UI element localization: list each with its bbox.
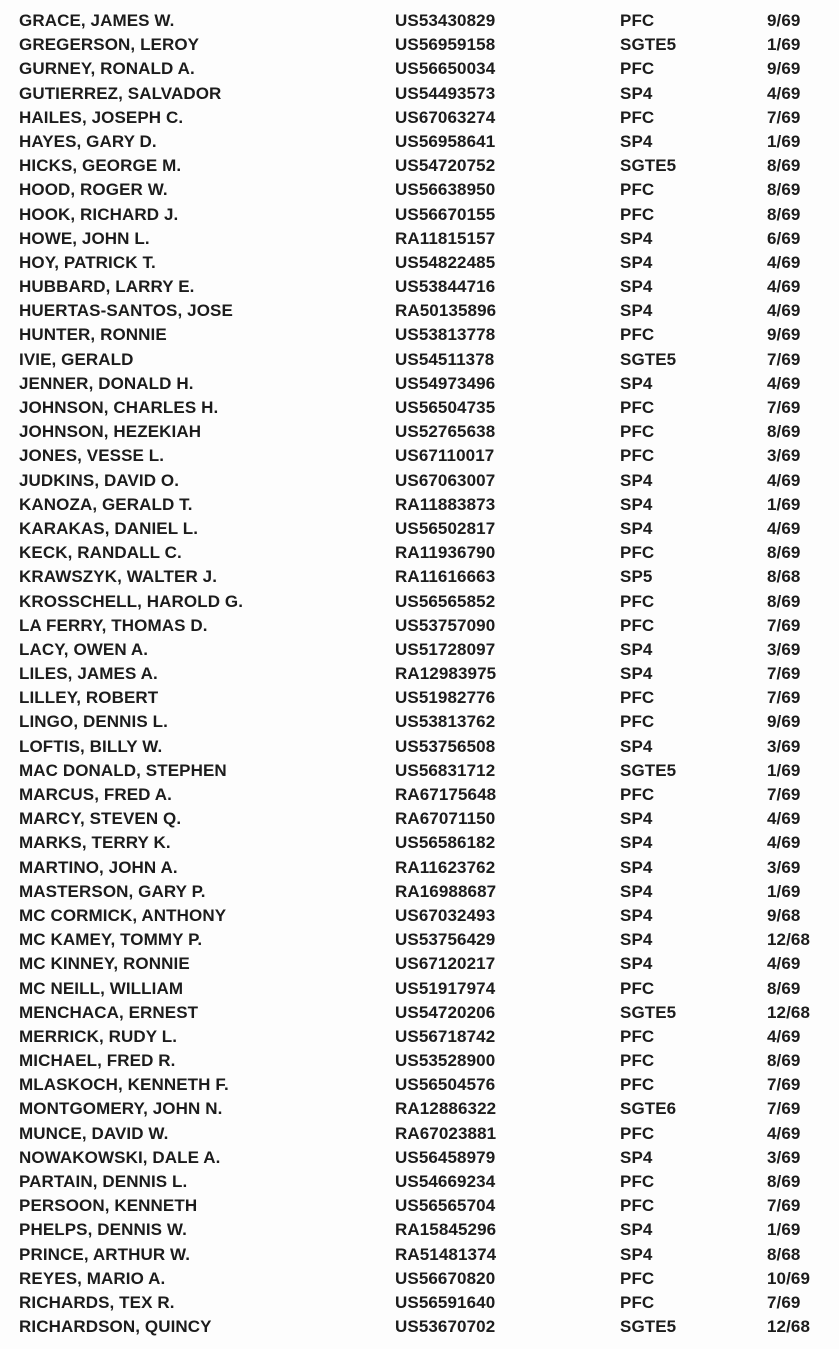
name-cell: MARTINO, JOHN A. [19, 857, 178, 877]
service-number-cell: US54822485 [395, 252, 496, 272]
roster-row [0, 420, 839, 444]
roster-row [0, 710, 839, 734]
roster-row [0, 82, 839, 106]
name-cell: MARCY, STEVEN Q. [19, 809, 182, 829]
rank-cell: SP4 [620, 833, 653, 853]
roster-row [0, 203, 839, 227]
roster-row [0, 1170, 839, 1194]
roster-row [0, 783, 839, 807]
rank-cell: SP4 [620, 470, 653, 490]
service-number-cell: US54511378 [395, 349, 495, 369]
roster-row [0, 517, 839, 541]
name-cell: LACY, OWEN A. [19, 639, 149, 659]
rank-cell: SP4 [620, 881, 653, 901]
rank-cell: SP4 [620, 954, 653, 974]
roster-row [0, 348, 839, 372]
date-cell: 8/69 [767, 543, 801, 563]
date-cell: 7/69 [767, 349, 801, 369]
service-number-cell: US51728097 [395, 639, 496, 659]
service-number-cell: US53813778 [395, 325, 496, 345]
name-cell: MERRICK, RUDY L. [19, 1026, 178, 1046]
roster-row [0, 880, 839, 904]
roster-row [0, 565, 839, 589]
roster-list [0, 9, 839, 1339]
roster-row [0, 614, 839, 638]
roster-row [0, 469, 839, 493]
service-number-cell: US53430829 [395, 11, 496, 30]
rank-cell: SGTE5 [620, 156, 677, 176]
roster-row [0, 686, 839, 710]
date-cell: 9/69 [767, 712, 801, 732]
date-cell: 3/69 [767, 1147, 801, 1167]
name-cell: JUDKINS, DAVID O. [19, 470, 180, 490]
rank-cell: SP4 [620, 639, 653, 659]
service-number-cell: US56591640 [395, 1292, 496, 1312]
roster-row [0, 1049, 839, 1073]
service-number-cell: RA16988687 [395, 881, 497, 901]
roster-row [0, 904, 839, 928]
name-cell: PHELPS, DENNIS W. [19, 1220, 187, 1240]
name-cell: MC KAMEY, TOMMY P. [19, 930, 203, 950]
roster-row [0, 275, 839, 299]
rank-cell: PFC [620, 712, 655, 732]
service-number-cell: US56586182 [395, 833, 496, 853]
rank-cell: PFC [620, 1051, 655, 1071]
rank-cell: SP4 [620, 930, 653, 950]
service-number-cell: US53756429 [395, 930, 496, 950]
service-number-cell: US56650034 [395, 59, 496, 79]
name-cell: REYES, MARIO A. [19, 1268, 166, 1288]
service-number-cell: US56718742 [395, 1026, 496, 1046]
date-cell: 1/69 [767, 131, 801, 151]
service-number-cell: US56458979 [395, 1147, 496, 1167]
service-number-cell: RA12886322 [395, 1099, 497, 1119]
name-cell: HAILES, JOSEPH C. [19, 107, 184, 127]
name-cell: HICKS, GEORGE M. [19, 156, 182, 176]
service-number-cell: US53813762 [395, 712, 496, 732]
roster-row [0, 807, 839, 831]
name-cell: KECK, RANDALL C. [19, 543, 182, 563]
service-number-cell: RA11815157 [395, 228, 496, 248]
date-cell: 8/69 [767, 1051, 801, 1071]
date-cell: 4/69 [767, 1026, 801, 1046]
name-cell: LOFTIS, BILLY W. [19, 736, 163, 756]
service-number-cell: US54493573 [395, 83, 496, 103]
service-number-cell: US54720752 [395, 156, 496, 176]
rank-cell: PFC [620, 1268, 655, 1288]
roster-row [0, 856, 839, 880]
name-cell: GREGERSON, LEROY [19, 35, 200, 55]
rank-cell: SP4 [620, 809, 653, 829]
name-cell: HOY, PATRICK T. [19, 252, 156, 272]
name-cell: HOWE, JOHN L. [19, 228, 150, 248]
name-cell: MC KINNEY, RONNIE [19, 954, 190, 974]
roster-row [0, 57, 839, 81]
roster-row [0, 977, 839, 1001]
roster-row [0, 1267, 839, 1291]
roster-row [0, 323, 839, 347]
roster-row [0, 227, 839, 251]
rank-cell: PFC [620, 180, 655, 200]
rank-cell: PFC [620, 591, 655, 611]
rank-cell: SP4 [620, 736, 653, 756]
name-cell: GURNEY, RONALD A. [19, 59, 195, 79]
rank-cell: SP4 [620, 83, 653, 103]
name-cell: LILES, JAMES A. [19, 664, 158, 684]
date-cell: 8/69 [767, 591, 801, 611]
date-cell: 4/69 [767, 83, 801, 103]
roster-row [0, 1291, 839, 1315]
date-cell: 8/69 [767, 1172, 801, 1191]
roster-row [0, 541, 839, 565]
name-cell: PARTAIN, DENNIS L. [19, 1172, 188, 1191]
service-number-cell: RA50135896 [395, 301, 497, 321]
name-cell: GUTIERREZ, SALVADOR [19, 83, 222, 103]
date-cell: 3/69 [767, 639, 801, 659]
rank-cell: PFC [620, 422, 655, 442]
name-cell: MAC DONALD, STEPHEN [19, 760, 227, 780]
service-number-cell: US53670702 [395, 1317, 496, 1337]
name-cell: RICHARDS, TEX R. [19, 1292, 175, 1312]
date-cell: 9/69 [767, 59, 801, 79]
service-number-cell: US56638950 [395, 180, 496, 200]
roster-row [0, 1001, 839, 1025]
date-cell: 8/68 [767, 567, 801, 587]
roster-row [0, 493, 839, 517]
rank-cell: SGTE5 [620, 35, 677, 55]
name-cell: MARKS, TERRY K. [19, 833, 171, 853]
roster-row [0, 1073, 839, 1097]
roster-row [0, 952, 839, 976]
name-cell: JOHNSON, CHARLES H. [19, 398, 219, 417]
rank-cell: PFC [620, 446, 655, 466]
date-cell: 7/69 [767, 1292, 801, 1312]
name-cell: MENCHACA, ERNEST [19, 1002, 199, 1022]
rank-cell: SP4 [620, 301, 653, 321]
name-cell: PRINCE, ARTHUR W. [19, 1244, 191, 1264]
roster-row [0, 1218, 839, 1242]
roster-row [0, 154, 839, 178]
roster-row [0, 33, 839, 57]
rank-cell: SGTE5 [620, 1002, 677, 1022]
date-cell: 4/69 [767, 252, 801, 272]
service-number-cell: US54720206 [395, 1002, 496, 1022]
service-number-cell: US67110017 [395, 446, 495, 466]
date-cell: 4/69 [767, 373, 801, 393]
date-cell: 4/69 [767, 518, 801, 538]
rank-cell: SGTE5 [620, 1317, 677, 1337]
roster-row [0, 396, 839, 420]
date-cell: 4/69 [767, 809, 801, 829]
roster-row [0, 251, 839, 275]
date-cell: 7/69 [767, 785, 801, 804]
date-cell: 1/69 [767, 35, 801, 55]
service-number-cell: US56502817 [395, 518, 496, 538]
roster-row [0, 1146, 839, 1170]
roster-row [0, 759, 839, 783]
rank-cell: SP4 [620, 494, 653, 514]
date-cell: 1/69 [767, 494, 801, 514]
rank-cell: PFC [620, 204, 655, 224]
date-cell: 8/69 [767, 156, 801, 176]
rank-cell: PFC [620, 1075, 655, 1095]
service-number-cell: US53844716 [395, 277, 496, 297]
roster-row [0, 590, 839, 614]
date-cell: 1/69 [767, 881, 801, 901]
name-cell: MC CORMICK, ANTHONY [19, 905, 227, 925]
rank-cell: SP4 [620, 518, 653, 538]
service-number-cell: RA15845296 [395, 1220, 497, 1240]
date-cell: 4/69 [767, 301, 801, 321]
name-cell: HOOK, RICHARD J. [19, 204, 179, 224]
date-cell: 12/68 [767, 1317, 811, 1337]
service-number-cell: US56670820 [395, 1268, 496, 1288]
name-cell: NOWAKOWSKI, DALE A. [19, 1147, 221, 1167]
name-cell: RICHARDSON, QUINCY [19, 1317, 212, 1337]
service-number-cell: US67063007 [395, 470, 496, 490]
date-cell: 12/68 [767, 1002, 811, 1022]
date-cell: 7/69 [767, 1196, 801, 1216]
name-cell: MUNCE, DAVID W. [19, 1123, 169, 1143]
name-cell: MICHAEL, FRED R. [19, 1051, 176, 1071]
name-cell: HUERTAS-SANTOS, JOSE [19, 301, 233, 321]
date-cell: 3/69 [767, 446, 801, 466]
name-cell: KRAWSZYK, WALTER J. [19, 567, 218, 587]
service-number-cell: US67120217 [395, 954, 496, 974]
rank-cell: PFC [620, 11, 655, 30]
service-number-cell: US54669234 [395, 1172, 496, 1191]
roster-row [0, 662, 839, 686]
rank-cell: SP4 [620, 664, 653, 684]
service-number-cell: RA11623762 [395, 857, 496, 877]
name-cell: IVIE, GERALD [19, 349, 134, 369]
roster-row [0, 735, 839, 759]
roster-row [0, 1122, 839, 1146]
service-number-cell: US67032493 [395, 905, 496, 925]
date-cell: 1/69 [767, 760, 801, 780]
rank-cell: SP4 [620, 131, 653, 151]
rank-cell: PFC [620, 1026, 655, 1046]
date-cell: 3/69 [767, 736, 801, 756]
roster-row [0, 1243, 839, 1267]
rank-cell: PFC [620, 978, 655, 998]
roster-row [0, 9, 839, 33]
service-number-cell: US56565704 [395, 1196, 496, 1216]
rank-cell: PFC [620, 615, 655, 635]
service-number-cell: US53757090 [395, 615, 496, 635]
date-cell: 10/69 [767, 1268, 811, 1288]
name-cell: JONES, VESSE L. [19, 446, 165, 466]
date-cell: 8/69 [767, 204, 801, 224]
service-number-cell: US53756508 [395, 736, 496, 756]
service-number-cell: US54973496 [395, 373, 496, 393]
roster-row [0, 178, 839, 202]
roster-row [0, 831, 839, 855]
date-cell: 1/69 [767, 1220, 801, 1240]
service-number-cell: US56959158 [395, 35, 496, 55]
rank-cell: SP4 [620, 277, 653, 297]
service-number-cell: RA12983975 [395, 664, 497, 684]
name-cell: MARCUS, FRED A. [19, 785, 172, 804]
rank-cell: PFC [620, 325, 655, 345]
service-number-cell: US56504576 [395, 1075, 496, 1095]
name-cell: MC NEILL, WILLIAM [19, 978, 184, 998]
roster-row [0, 1315, 839, 1339]
rank-cell: PFC [620, 1196, 655, 1216]
name-cell: HUNTER, RONNIE [19, 325, 167, 345]
rank-cell: PFC [620, 543, 655, 563]
service-number-cell: RA11616663 [395, 567, 496, 587]
roster-row [0, 444, 839, 468]
service-number-cell: RA67175648 [395, 785, 497, 804]
service-number-cell: US56670155 [395, 204, 496, 224]
roster-row [0, 1194, 839, 1218]
date-cell: 6/69 [767, 228, 801, 248]
roster-row [0, 372, 839, 396]
rank-cell: PFC [620, 688, 655, 708]
rank-cell: PFC [620, 59, 655, 79]
rank-cell: PFC [620, 1172, 655, 1191]
name-cell: MASTERSON, GARY P. [19, 881, 206, 901]
service-number-cell: RA67023881 [395, 1123, 497, 1143]
rank-cell: SP4 [620, 228, 653, 248]
service-number-cell: US52765638 [395, 422, 496, 442]
name-cell: HUBBARD, LARRY E. [19, 277, 195, 297]
date-cell: 7/69 [767, 107, 801, 127]
name-cell: KROSSCHELL, HAROLD G. [19, 591, 244, 611]
rank-cell: PFC [620, 1123, 655, 1143]
name-cell: HAYES, GARY D. [19, 131, 157, 151]
date-cell: 9/69 [767, 325, 801, 345]
service-number-cell: US56831712 [395, 760, 496, 780]
name-cell: LINGO, DENNIS L. [19, 712, 168, 732]
service-number-cell: RA51481374 [395, 1244, 497, 1264]
date-cell: 7/69 [767, 688, 801, 708]
date-cell: 7/69 [767, 398, 801, 417]
name-cell: HOOD, ROGER W. [19, 180, 168, 200]
roster-row [0, 130, 839, 154]
rank-cell: PFC [620, 785, 655, 804]
service-number-cell: US51982776 [395, 688, 496, 708]
name-cell: GRACE, JAMES W. [19, 11, 175, 30]
date-cell: 7/69 [767, 615, 801, 635]
rank-cell: SP5 [620, 567, 653, 587]
rank-cell: PFC [620, 1292, 655, 1312]
date-cell: 4/69 [767, 470, 801, 490]
service-number-cell: RA11936790 [395, 543, 496, 563]
service-number-cell: US56565852 [395, 591, 496, 611]
roster-row [0, 1025, 839, 1049]
date-cell: 8/68 [767, 1244, 801, 1264]
service-number-cell: US56958641 [395, 131, 496, 151]
rank-cell: SGTE5 [620, 760, 677, 780]
rank-cell: PFC [620, 398, 655, 417]
name-cell: KANOZA, GERALD T. [19, 494, 193, 514]
rank-cell: SP4 [620, 857, 653, 877]
rank-cell: SP4 [620, 1244, 653, 1264]
service-number-cell: US53528900 [395, 1051, 496, 1071]
date-cell: 4/69 [767, 1123, 801, 1143]
rank-cell: SP4 [620, 1220, 653, 1240]
date-cell: 4/69 [767, 954, 801, 974]
date-cell: 8/69 [767, 180, 801, 200]
date-cell: 3/69 [767, 857, 801, 877]
name-cell: JOHNSON, HEZEKIAH [19, 422, 202, 442]
roster-row [0, 638, 839, 662]
service-number-cell: RA67071150 [395, 809, 496, 829]
service-number-cell: US56504735 [395, 398, 496, 417]
name-cell: KARAKAS, DANIEL L. [19, 518, 199, 538]
name-cell: LILLEY, ROBERT [19, 688, 159, 708]
date-cell: 7/69 [767, 1075, 801, 1095]
date-cell: 4/69 [767, 277, 801, 297]
rank-cell: SP4 [620, 905, 653, 925]
date-cell: 7/69 [767, 664, 801, 684]
roster-row [0, 1097, 839, 1121]
name-cell: LA FERRY, THOMAS D. [19, 615, 208, 635]
date-cell: 9/68 [767, 905, 801, 925]
name-cell: MLASKOCH, KENNETH F. [19, 1075, 229, 1095]
date-cell: 8/69 [767, 422, 801, 442]
rank-cell: SP4 [620, 252, 653, 272]
date-cell: 7/69 [767, 1099, 801, 1119]
name-cell: MONTGOMERY, JOHN N. [19, 1099, 223, 1119]
roster-row [0, 928, 839, 952]
rank-cell: SGTE6 [620, 1099, 677, 1119]
roster-row [0, 299, 839, 323]
service-number-cell: US67063274 [395, 107, 496, 127]
service-number-cell: US51917974 [395, 978, 496, 998]
name-cell: JENNER, DONALD H. [19, 373, 194, 393]
rank-cell: SP4 [620, 1147, 653, 1167]
rank-cell: SGTE5 [620, 349, 677, 369]
name-cell: PERSOON, KENNETH [19, 1196, 198, 1216]
date-cell: 8/69 [767, 978, 801, 998]
rank-cell: PFC [620, 107, 655, 127]
date-cell: 9/69 [767, 11, 801, 30]
rank-cell: SP4 [620, 373, 653, 393]
service-number-cell: RA11883873 [395, 494, 496, 514]
date-cell: 12/68 [767, 930, 811, 950]
roster-row [0, 106, 839, 130]
date-cell: 4/69 [767, 833, 801, 853]
